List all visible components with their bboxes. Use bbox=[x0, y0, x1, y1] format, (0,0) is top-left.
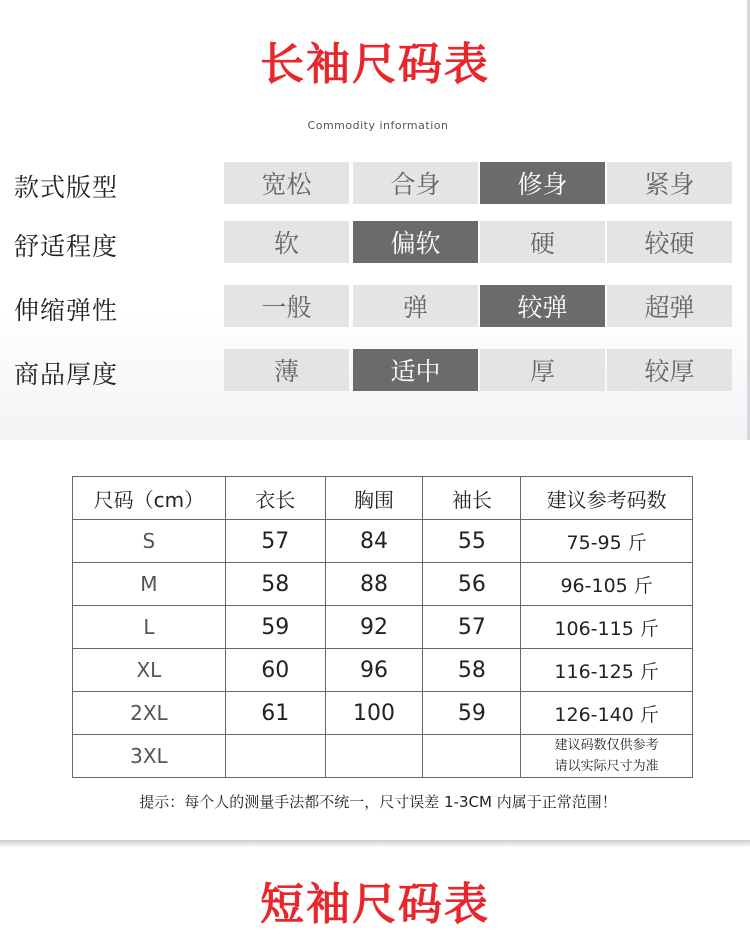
attr-option[interactable]: 一般 bbox=[224, 285, 349, 327]
chest-cell: 84 bbox=[325, 520, 423, 563]
sleeve-cell: 56 bbox=[423, 563, 521, 606]
sleeve-cell: 57 bbox=[423, 606, 521, 649]
recommend-cell: 126-140 斤 bbox=[521, 692, 693, 735]
chest-cell: 100 bbox=[325, 692, 423, 735]
attr-option[interactable]: 薄 bbox=[224, 349, 349, 391]
attr-option[interactable]: 硬 bbox=[480, 221, 605, 263]
table-row bbox=[73, 692, 693, 735]
attr-option[interactable]: 紧身 bbox=[607, 162, 732, 204]
table-row bbox=[73, 606, 693, 649]
size-cell: L bbox=[73, 606, 226, 649]
table-row bbox=[73, 520, 693, 563]
length-cell: 57 bbox=[225, 520, 325, 563]
table-header-cell: 衣长 bbox=[225, 477, 325, 520]
attr-option[interactable]: 超弹 bbox=[607, 285, 732, 327]
attr-row-comfort bbox=[0, 221, 750, 265]
chest-cell: 88 bbox=[325, 563, 423, 606]
recommend-cell: 116-125 斤 bbox=[521, 649, 693, 692]
attr-option-selected[interactable]: 修身 bbox=[480, 162, 605, 204]
chest-cell bbox=[325, 735, 423, 778]
size-cell: XL bbox=[73, 649, 226, 692]
sleeve-cell bbox=[423, 735, 521, 778]
table-header-cell: 胸围 bbox=[325, 477, 423, 520]
note-cell bbox=[521, 735, 693, 778]
recommend-cell: 75-95 斤 bbox=[521, 520, 693, 563]
section-divider bbox=[0, 840, 750, 848]
length-cell bbox=[225, 735, 325, 778]
table-header-cell: 袖长 bbox=[423, 477, 521, 520]
attr-row-style bbox=[0, 162, 750, 206]
recommend-cell: 96-105 斤 bbox=[521, 563, 693, 606]
size-cell: 2XL bbox=[73, 692, 226, 735]
measurement-tip: 提示：每个人的测量手法都不统一，尺寸误差 1-3CM 内属于正常范围！ bbox=[139, 793, 617, 811]
attr-label: 款式版型 bbox=[14, 173, 119, 202]
table-row bbox=[73, 649, 693, 692]
attr-option-selected[interactable]: 适中 bbox=[353, 349, 478, 391]
attr-option[interactable]: 弹 bbox=[353, 285, 478, 327]
attr-option[interactable]: 宽松 bbox=[224, 162, 349, 204]
table-header-cell: 建议参考码数 bbox=[521, 477, 693, 520]
attr-option[interactable]: 厚 bbox=[480, 349, 605, 391]
size-table bbox=[72, 476, 693, 778]
attr-option-selected[interactable]: 偏软 bbox=[353, 221, 478, 263]
chest-cell: 92 bbox=[325, 606, 423, 649]
note-line: 建议码数仅供参考 bbox=[554, 738, 659, 753]
table-header-row bbox=[73, 477, 693, 520]
length-cell: 60 bbox=[225, 649, 325, 692]
recommend-cell: 106-115 斤 bbox=[521, 606, 693, 649]
table-header-cell: 尺码（cm） bbox=[73, 477, 226, 520]
length-cell: 58 bbox=[225, 563, 325, 606]
size-cell: S bbox=[73, 520, 226, 563]
attr-label: 商品厚度 bbox=[14, 360, 119, 389]
attr-option[interactable]: 较厚 bbox=[607, 349, 732, 391]
attr-option[interactable]: 合身 bbox=[353, 162, 478, 204]
sleeve-cell: 58 bbox=[423, 649, 521, 692]
long-sleeve-title: 长袖尺码表 bbox=[260, 39, 490, 90]
subtitle: Commodity information bbox=[307, 119, 449, 132]
attr-row-elasticity bbox=[0, 285, 750, 329]
sleeve-cell: 59 bbox=[423, 692, 521, 735]
attr-option[interactable]: 软 bbox=[224, 221, 349, 263]
attr-label: 舒适程度 bbox=[14, 232, 119, 261]
size-cell: 3XL bbox=[73, 735, 226, 778]
sleeve-cell: 55 bbox=[423, 520, 521, 563]
attr-label: 伸缩弹性 bbox=[14, 296, 119, 325]
short-sleeve-title: 短袖尺码表 bbox=[260, 879, 490, 930]
note-line: 请以实际尺寸为准 bbox=[554, 759, 659, 774]
attr-row-thickness bbox=[0, 349, 750, 393]
length-cell: 59 bbox=[225, 606, 325, 649]
size-cell: M bbox=[73, 563, 226, 606]
attr-option-selected[interactable]: 较弹 bbox=[480, 285, 605, 327]
attr-option[interactable]: 较硬 bbox=[607, 221, 732, 263]
table-row bbox=[73, 563, 693, 606]
chest-cell: 96 bbox=[325, 649, 423, 692]
length-cell: 61 bbox=[225, 692, 325, 735]
table-row bbox=[73, 735, 693, 778]
